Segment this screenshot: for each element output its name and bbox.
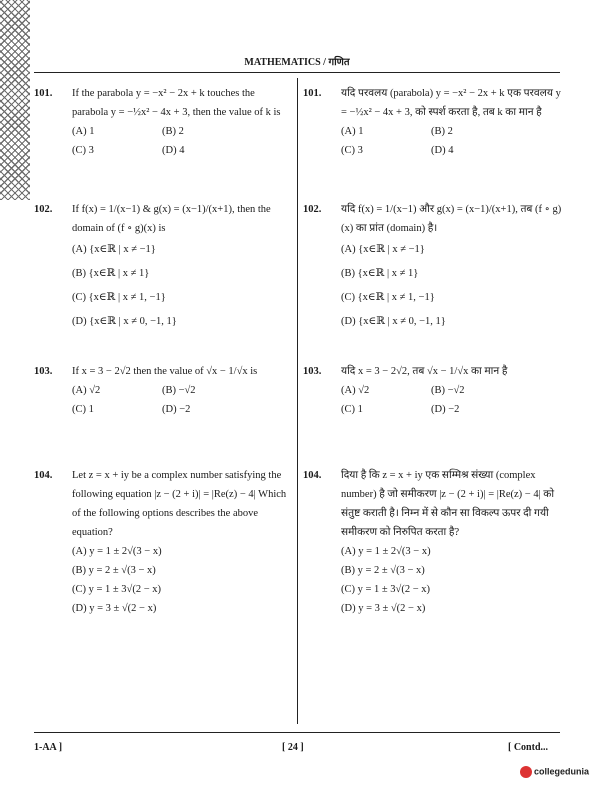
question-103-hi <box>303 362 563 419</box>
header-rule <box>34 72 560 73</box>
option-b: (B) −√2 <box>162 385 196 396</box>
option-a: (A) {x∈ℝ | x ≠ −1} <box>341 244 425 255</box>
option-c: (C) y = 1 ± 3√(2 − x) <box>341 584 430 595</box>
option-d: (D) {x∈ℝ | x ≠ 0, −1, 1} <box>72 316 177 327</box>
logo-icon <box>520 766 532 778</box>
decorative-border <box>0 0 30 200</box>
question-text: दिया है कि z = x + iy एक सम्मिश्र संख्या (complex number) है जो समीकरण |z − (2 + i)| = |Re(z) − 4| को संतुष्ट कराती है। निम्न में से कौन सा विकल्प ऊपर दी गयी समीकरण को निरुपित करता है? <box>341 470 555 538</box>
option-b: (B) {x∈ℝ | x ≠ 1} <box>72 268 150 279</box>
option-d: (D) 4 <box>431 145 454 156</box>
question-text: यदि f(x) = 1/(x−1) और g(x) = (x−1)/(x+1), तब (f ∘ g)(x) का प्रांत (domain) है। <box>341 204 562 234</box>
option-c: (C) y = 1 ± 3√(2 − x) <box>72 584 161 595</box>
logo-text: collegedunia <box>534 766 590 777</box>
option-d: (D) −2 <box>431 404 460 415</box>
column-divider <box>297 78 298 724</box>
footer-contd: [ Contd... <box>508 742 549 753</box>
question-number: 102. <box>34 204 53 215</box>
option-b: (B) −√2 <box>431 385 465 396</box>
option-d: (D) y = 3 ± √(2 − x) <box>72 603 157 614</box>
question-text: यदि परवलय (parabola) y = −x² − 2x + k एक परवलय y = −½x² − 4x + 3, को स्पर्श करता है, तब k का मान है <box>341 88 561 118</box>
option-c: (C) {x∈ℝ | x ≠ 1, −1} <box>72 292 166 303</box>
option-c: (C) 1 <box>341 404 363 415</box>
collegedunia-logo <box>520 766 589 778</box>
question-text: यदि x = 3 − 2√2, तब √x − 1/√x का मान है <box>341 366 508 377</box>
question-number: 102. <box>303 204 322 215</box>
option-b: (B) 2 <box>162 126 184 137</box>
footer-code: 1-AA ] <box>34 742 63 753</box>
question-text: If f(x) = 1/(x−1) & g(x) = (x−1)/(x+1), then the domain of (f ∘ g)(x) is <box>72 204 271 234</box>
question-text: If x = 3 − 2√2 then the value of √x − 1/√x is <box>72 366 258 377</box>
page-number: [ 24 ] <box>282 742 304 753</box>
question-number: 103. <box>303 366 322 377</box>
question-102-hi <box>303 200 563 334</box>
option-d: (D) {x∈ℝ | x ≠ 0, −1, 1} <box>341 316 446 327</box>
option-b: (B) 2 <box>431 126 453 137</box>
option-d: (D) −2 <box>162 404 191 415</box>
option-c: (C) 3 <box>341 145 363 156</box>
option-c: (C) {x∈ℝ | x ≠ 1, −1} <box>341 292 435 303</box>
option-a: (A) 1 <box>72 126 95 137</box>
question-103-en <box>34 362 290 419</box>
question-104-en <box>34 466 290 618</box>
option-c: (C) 1 <box>72 404 94 415</box>
option-b: (B) y = 2 ± √(3 − x) <box>341 565 425 576</box>
option-a: (A) 1 <box>341 126 364 137</box>
question-101-hi <box>303 84 563 160</box>
option-a: (A) {x∈ℝ | x ≠ −1} <box>72 244 156 255</box>
question-number: 103. <box>34 366 53 377</box>
option-d: (D) 4 <box>162 145 185 156</box>
question-number: 101. <box>34 88 53 99</box>
question-104-hi <box>303 466 563 618</box>
option-b: (B) {x∈ℝ | x ≠ 1} <box>341 268 419 279</box>
question-101-en <box>34 84 290 160</box>
footer-rule <box>34 732 560 733</box>
option-a: (A) y = 1 ± 2√(3 − x) <box>341 546 431 557</box>
option-a: (A) √2 <box>341 385 370 396</box>
question-102-en <box>34 200 290 334</box>
question-number: 104. <box>34 470 53 481</box>
question-text: If the parabola y = −x² − 2x + k touches the parabola y = −½x² − 4x + 3, then the value of k is <box>72 88 281 118</box>
question-text: Let z = x + iy be a complex number satisfying the following equation |z − (2 + i)| = |Re(z) − 4| Which of the following options describes the above equation? <box>72 470 287 538</box>
option-d: (D) y = 3 ± √(2 − x) <box>341 603 426 614</box>
page-header: MATHEMATICS / गणित <box>244 57 350 68</box>
option-b: (B) y = 2 ± √(3 − x) <box>72 565 156 576</box>
question-number: 101. <box>303 88 322 99</box>
option-c: (C) 3 <box>72 145 94 156</box>
option-a: (A) y = 1 ± 2√(3 − x) <box>72 546 162 557</box>
question-number: 104. <box>303 470 322 481</box>
option-a: (A) √2 <box>72 385 101 396</box>
